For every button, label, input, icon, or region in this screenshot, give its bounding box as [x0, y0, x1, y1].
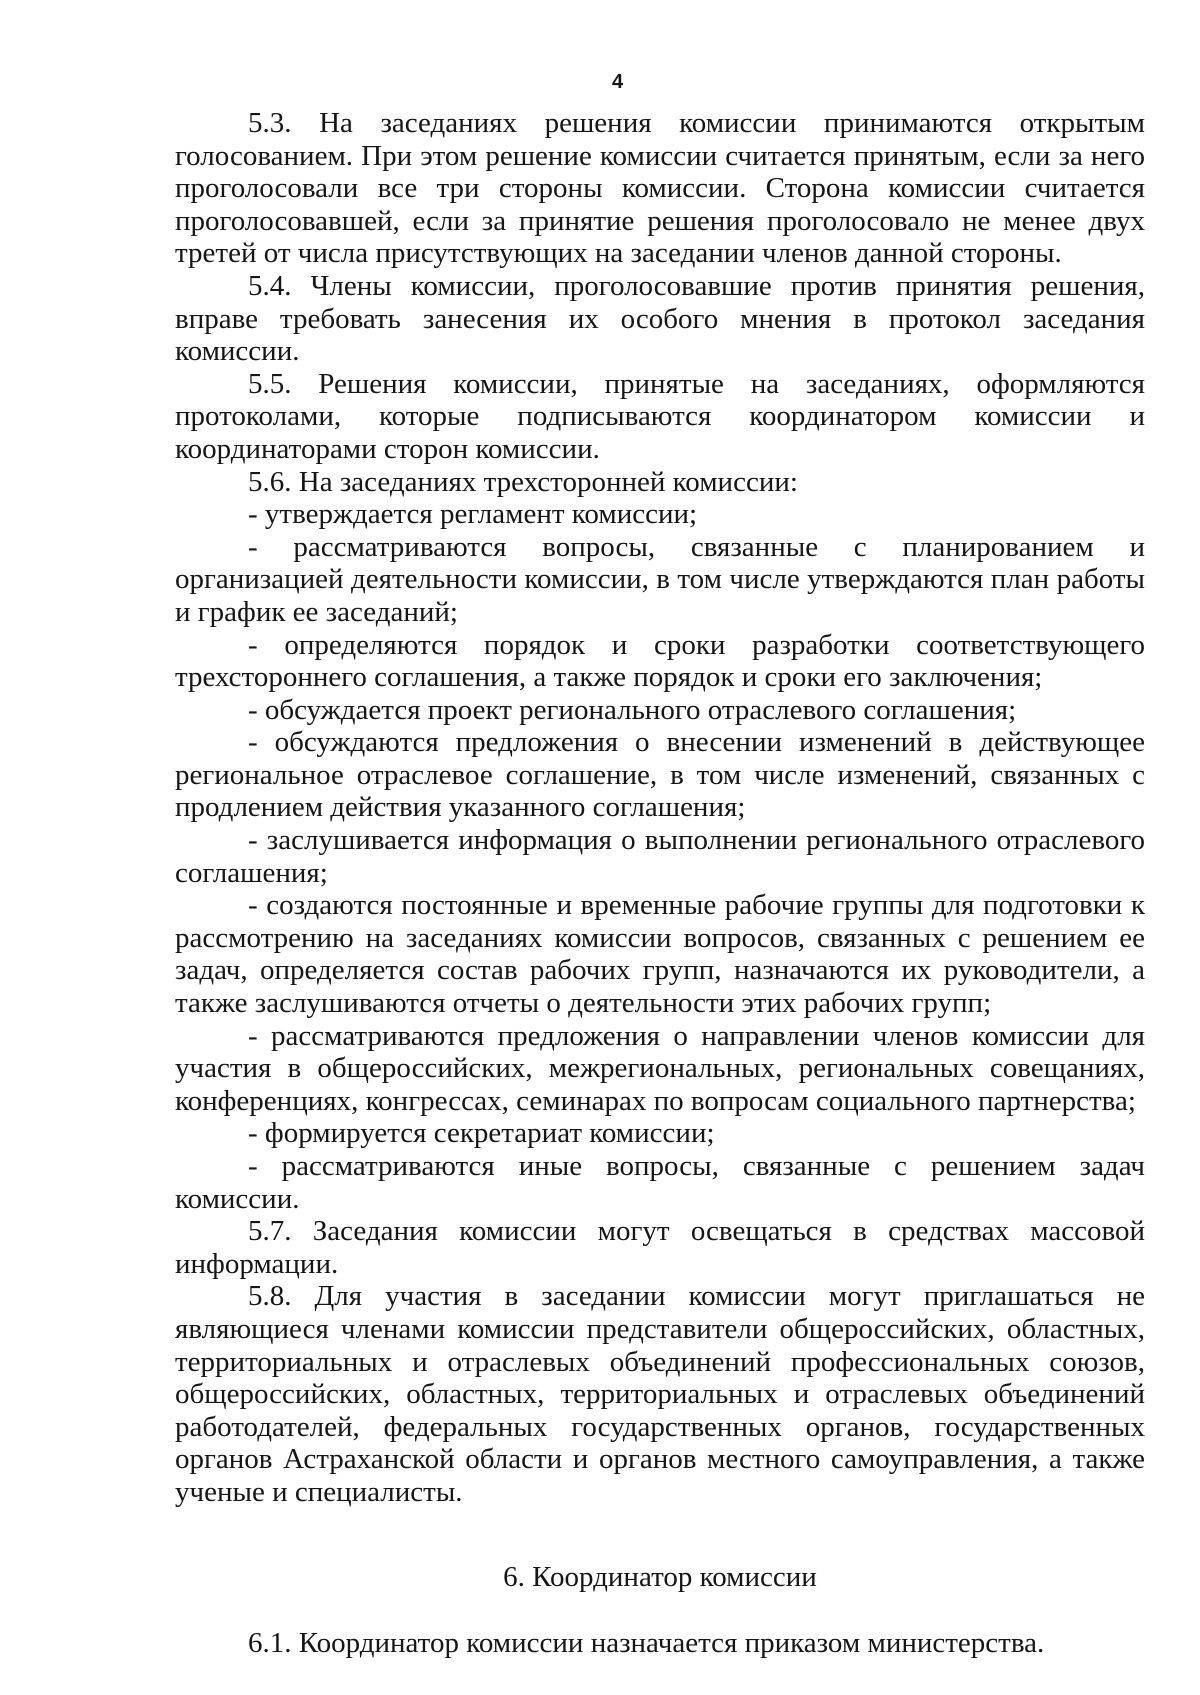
- paragraph-5-4: 5.4. Члены комиссии, проголосовавшие против принятия решения, вправе требовать занесения их особого мнения в протокол заседания комиссии.: [175, 269, 1145, 368]
- list-item: - рассматриваются иные вопросы, связанные с решением задач комиссии.: [175, 1150, 1145, 1215]
- document-body: [175, 107, 1145, 1660]
- list-item: - обсуждается проект регионального отраслевого соглашения;: [248, 693, 1017, 726]
- paragraph-5-5: 5.5. Решения комиссии, принятые на заседаниях, оформляются протоколами, которые подписываются координатором комиссии и координаторами сторон комиссии.: [175, 367, 1145, 465]
- list-item: - заслушивается информация о выполнении регионального отраслевого соглашения;: [175, 824, 1145, 889]
- paragraph-5-7: 5.7. Заседания комиссии могут освещаться в средствах массовой информации.: [175, 1215, 1145, 1280]
- list-item: - определяются порядок и сроки разработки соответствующего трехстороннего соглашения, а также порядок и сроки его заключения;: [175, 628, 1145, 694]
- paragraph-5-6: 5.6. На заседаниях трехсторонней комиссии:: [248, 465, 798, 498]
- list-item: - создаются постоянные и временные рабочие группы для подготовки к рассмотрению на заседаниях комиссии вопросов, связанных с решением ее задач, определяется состав рабочих групп, назначаются их руководители, а также заслушиваются отчеты о деятельности этих рабочих групп;: [175, 889, 1145, 1020]
- list-item: - рассматриваются предложения о направлении членов комиссии для участия в общероссийских, межрегиональных, региональных совещаниях, конференциях, конгрессах, семинарах по вопросам социального партнерства;: [175, 1019, 1145, 1117]
- paragraph-5-3: 5.3. На заседаниях решения комиссии принимаются открытым голосованием. При этом решение комиссии считается принятым, если за него проголосовали все три стороны комиссии. Сторона комиссии считается проголосовавшей, если за принятие решения проголосовало не менее двух третей от числа присутствующих на заседании членов данной стороны.: [175, 107, 1145, 270]
- list-item: - утверждается регламент комиссии;: [248, 498, 698, 531]
- list-item: - формируется секретариат комиссии;: [248, 1117, 715, 1150]
- list-item: - обсуждаются предложения о внесении изменений в действующее региональное отраслевое соглашение, в том числе изменений, связанных с продлением действия указанного соглашения;: [175, 726, 1145, 824]
- list-item: - рассматриваются вопросы, связанные с планированием и организацией деятельности комиссии, в том числе утверждаются план работы и график ее заседаний;: [175, 530, 1145, 628]
- section-heading: 6. Координатор комиссии: [503, 1560, 817, 1593]
- page-number: 4: [611, 71, 624, 93]
- paragraph-5-8: 5.8. Для участия в заседании комиссии могут приглашаться не являющиеся членами комиссии представители общероссийских, областных, территориальных и отраслевых объединений профессиональных союзов, общероссийских, областных, территориальных и отраслевых объединений работодателей, федеральных государственных органов, государственных органов Астраханской области и органов местного самоуправления, а также ученые и специалисты.: [175, 1280, 1145, 1508]
- paragraph-6-1: 6.1. Координатор комиссии назначается приказом министерства.: [248, 1627, 1045, 1660]
